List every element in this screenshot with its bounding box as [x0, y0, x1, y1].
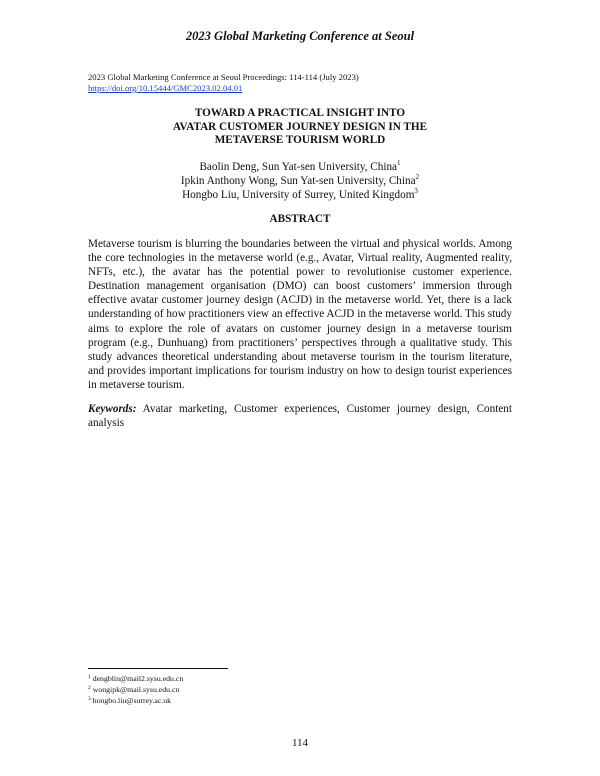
- footnote-mark: 3: [88, 696, 91, 702]
- footnote-mark: 2: [415, 173, 420, 181]
- title-line-2: AVATAR CUSTOMER JOURNEY DESIGN IN THE: [172, 120, 428, 133]
- footnote-1: [88, 673, 183, 684]
- author-name: Baolin Deng, Sun Yat-sen University, China: [199, 161, 398, 173]
- author-name: Ipkin Anthony Wong, Sun Yat-sen University, China: [180, 175, 416, 187]
- author-name: Hongbo Liu, University of Surrey, United Kingdom: [182, 189, 415, 201]
- proceedings-citation: 2023 Global Marketing Conference at Seoul Proceedings: 114-114 (July 2023): [88, 72, 359, 82]
- footnote-mark: 1: [88, 674, 91, 680]
- author-1: [0, 160, 600, 174]
- footnote-email: wongipk@mail.sysu.edu.cn: [92, 685, 180, 694]
- footnote-mark: 2: [88, 685, 91, 691]
- title-line-3: METAVERSE TOURISM WORLD: [214, 134, 386, 146]
- footnote-2: [88, 684, 183, 695]
- doi-link[interactable]: https://doi.org/10.15444/GMC2023.02.04.01: [88, 83, 243, 93]
- footnote-3: [88, 695, 183, 706]
- keywords-text: Avatar marketing, Customer experiences, Customer journey design, Content analysis: [88, 403, 512, 430]
- footnote-email: hongbo.liu@surrey.ac.uk: [92, 696, 172, 705]
- title-line-1: TOWARD A PRACTICAL INSIGHT INTO: [194, 107, 406, 119]
- footnote-mark: 3: [414, 187, 418, 195]
- paper-title: [0, 107, 600, 148]
- abstract-heading: ABSTRACT: [269, 213, 331, 225]
- author-3: [0, 188, 600, 202]
- footnote-divider: [88, 668, 228, 669]
- abstract-body: Metaverse tourism is blurring the boundaries between the virtual and physical worlds. Among the core technologies in the metaverse world (e.g., Avatar, Virtual reality, Augmented reality, NFTs, etc.), the avatar has the potential power to revolutionise customer experience. Destination management organisation (DMO) can boost customers’ immersion through effective avatar customer journey design (ACJD) in the metaverse world. Yet, there is a lack understanding of how practitioners view an effective ACJD in the metaverse world. This study aims to explore the role of avatars on customer journey design in a metaverse tourism program (e.g., Dunhuang) from practitioners’ perspectives through a qualitative study. This study advances theoretical understanding about metaverse tourism in the tourism literature, and provides important implications for tourism industry on how to design tourist experiences in metaverse tourism.: [88, 238, 512, 391]
- author-2: [0, 174, 600, 188]
- keywords-label: Keywords:: [88, 403, 137, 415]
- running-header: 2023 Global Marketing Conference at Seoul: [185, 29, 415, 43]
- page-number: 114: [291, 737, 309, 749]
- author-list: [0, 160, 600, 202]
- keywords-paragraph: [88, 402, 512, 430]
- footnote-mark: 1: [397, 159, 401, 167]
- footnote-email: dengblin@mail2.sysu.edu.cn: [92, 674, 184, 683]
- footnotes: [88, 673, 183, 706]
